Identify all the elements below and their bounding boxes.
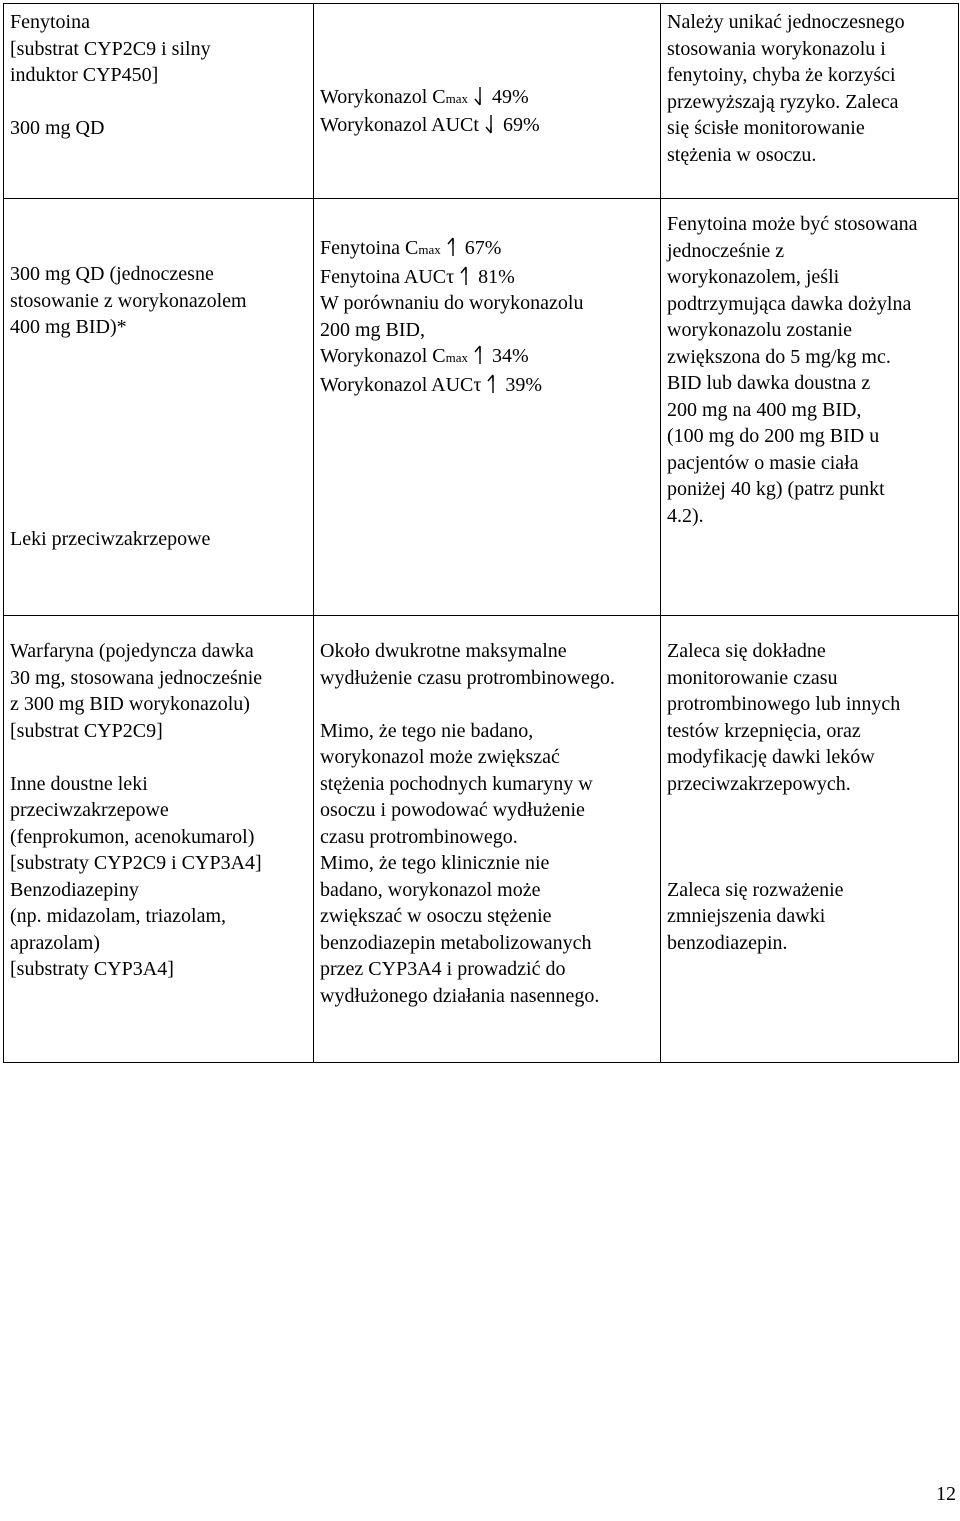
cell-text-line: Mimo, że tego klinicznie nie [320,852,550,874]
text-segment: Fenytoina AUCτ [320,265,455,288]
cell-text-line [320,290,654,317]
cell-text-line [320,317,654,344]
cell-text-line: 30 mg, stosowana jednocześnie [10,666,263,689]
cell-text-line: Warfaryna (pojedyncza dawka [10,640,254,662]
subscript: max [445,350,468,365]
cell-text-line: Fenytoina [10,11,90,33]
cell-text-line: stosowanie z worykonazolem [10,289,247,312]
cell-text-line [320,343,654,372]
cell-text-line: Zaleca się dokładne [667,640,826,662]
cell-text-line: 300 mg QD [10,117,105,139]
cell-text-line: worykonazol może zwiększać [320,746,560,768]
cell-text-line: testów krzepnięcia, oraz [667,719,861,742]
recommendation-cell [661,199,959,616]
text-segment: 67% [464,237,502,259]
recommendation-cell [661,616,959,1063]
cell-text-line: 400 mg BID)* [10,316,127,338]
drug-cell [4,4,314,199]
text-segment: Worykonazol AUCt [320,114,479,136]
effect-cell [314,4,661,199]
blank-line [10,367,307,394]
text-segment: 39% [505,373,543,396]
cell-text-line: przez CYP3A4 i prowadzić do [320,958,566,980]
text-segment: 200 mg BID, [320,318,425,341]
arrow-up-icon [474,345,486,365]
cell-text-line: Leki przeciwzakrzepowe [10,528,211,550]
cell-text-line [320,264,654,291]
subscript: max [445,90,468,106]
cell-text-line: BID lub dawka doustna z [667,372,871,394]
text-segment: 69% [502,114,540,136]
text-segment: 34% [491,345,529,367]
cell-text-line: monitorowanie czasu [667,666,838,689]
cell-text-line: jednocześnie z [667,239,785,262]
cell-text-line: pacjentów o masie ciała [667,451,859,474]
cell-text-line: stosowania worykonazolu i [667,37,886,60]
blank-line [10,420,307,447]
page-number: 12 [936,1483,956,1505]
arrow-up-icon [447,237,459,257]
blank-line [667,797,952,824]
cell-text-line: Fenytoina może być stosowana [667,213,918,235]
text-segment: 81% [478,265,515,288]
arrow-down-icon [485,114,497,134]
cell-text-line: się ścisłe monitorowanie [667,117,865,139]
cell-text-line: Inne doustne leki [10,772,148,795]
cell-text-line [320,112,654,139]
cell-text-line: modyfikację dawki leków [667,746,875,768]
cell-text-line: benzodiazepin. [667,931,788,954]
recommendation-cell [661,4,959,199]
cell-text-line: 4.2). [667,504,704,527]
cell-text-line: wydłużenie czasu protrombinowego. [320,666,615,689]
cell-text-line: 200 mg na 400 mg BID, [667,398,862,421]
cell-text-line: Około dwukrotne maksymalne [320,640,567,662]
drug-cell [4,199,314,616]
arrow-down-icon [474,86,486,106]
text-segment: Worykonazol C [320,85,446,108]
cell-text-line: (100 mg do 200 mg BID u [667,425,880,447]
effect-cell [314,616,661,1063]
blank-line [10,394,307,421]
cell-text-line: zmniejszenia dawki [667,905,826,927]
text-segment: 49% [491,85,529,108]
cell-text-line: Należy unikać jednoczesnego [667,11,905,33]
cell-text-line: protrombinowego lub innych [667,693,901,715]
blank-line [667,824,952,851]
cell-text-line: stężenia pochodnych kumaryny w [320,772,593,795]
cell-text-line [320,235,654,264]
blank-line [10,744,307,771]
cell-text-line: przewyższają ryzyko. Zaleca [667,90,899,113]
cell-text-line: worykonazolem, jeśli [667,266,840,288]
cell-text-line: benzodiazepin metabolizowanych [320,931,592,954]
blank-line [320,691,654,718]
cell-text-line: Benzodiazepiny [10,878,139,901]
subscript: max [418,242,441,257]
cell-text-line: zwiększać w osoczu stężenie [320,905,552,927]
blank-line [10,473,307,500]
drug-cell [4,616,314,1063]
cell-text-line: [substrat CYP2C9] [10,719,163,742]
cell-text-line: zwiększona do 5 mg/kg mc. [667,345,891,368]
text-segment: Worykonazol C [320,345,446,367]
cell-text-line: fenytoiny, chyba że korzyści [667,64,896,86]
text-segment: W porównaniu do worykonazolu [320,292,584,314]
cell-text-line: z 300 mg BID worykonazolu) [10,693,250,715]
interaction-table [3,3,959,1063]
cell-text-line: stężenia w osoczu. [667,143,817,166]
blank-line [667,850,952,877]
cell-text-line [320,372,654,399]
cell-text-line: [substraty CYP2C9 i CYP3A4] [10,852,262,874]
cell-text-line: (np. midazolam, triazolam, [10,905,227,927]
text-segment: Worykonazol AUCτ [320,373,482,396]
cell-text-line: [substrat CYP2C9 i silny [10,37,211,60]
blank-line [10,447,307,474]
blank-line [10,341,307,368]
cell-text-line: przeciwzakrzepowe [10,799,169,821]
cell-text-line: [substraty CYP3A4] [10,958,174,980]
blank-line [10,500,307,527]
blank-line [10,89,307,116]
cell-text-line: worykonazolu zostanie [667,319,852,341]
cell-text-line: Mimo, że tego nie badano, [320,719,534,742]
cell-text-line: wydłużonego działania nasennego. [320,984,600,1007]
cell-text-line: osoczu i powodować wydłużenie [320,799,585,821]
cell-text-line: (fenprokumon, acenokumarol) [10,825,255,848]
cell-text-line: badano, worykonazol może [320,878,541,901]
arrow-up-icon [460,266,472,286]
cell-text-line: poniżej 40 kg) (patrz punkt [667,478,885,500]
table-row [4,199,959,616]
cell-text-line: podtrzymująca dawka dożylna [667,292,912,315]
effect-cell [314,199,661,616]
cell-text-line: czasu protrombinowego. [320,825,518,848]
cell-text-line: 300 mg QD (jednoczesne [10,263,214,285]
cell-text-line: induktor CYP450] [10,64,159,86]
text-segment: Fenytoina C [320,237,419,259]
table-row [4,616,959,1063]
arrow-up-icon [487,374,499,394]
table-row [4,4,959,199]
cell-text-line: przeciwzakrzepowych. [667,772,851,795]
cell-text-line: Zaleca się rozważenie [667,878,844,901]
cell-text-line [320,84,654,113]
cell-text-line: aprazolam) [10,931,100,954]
